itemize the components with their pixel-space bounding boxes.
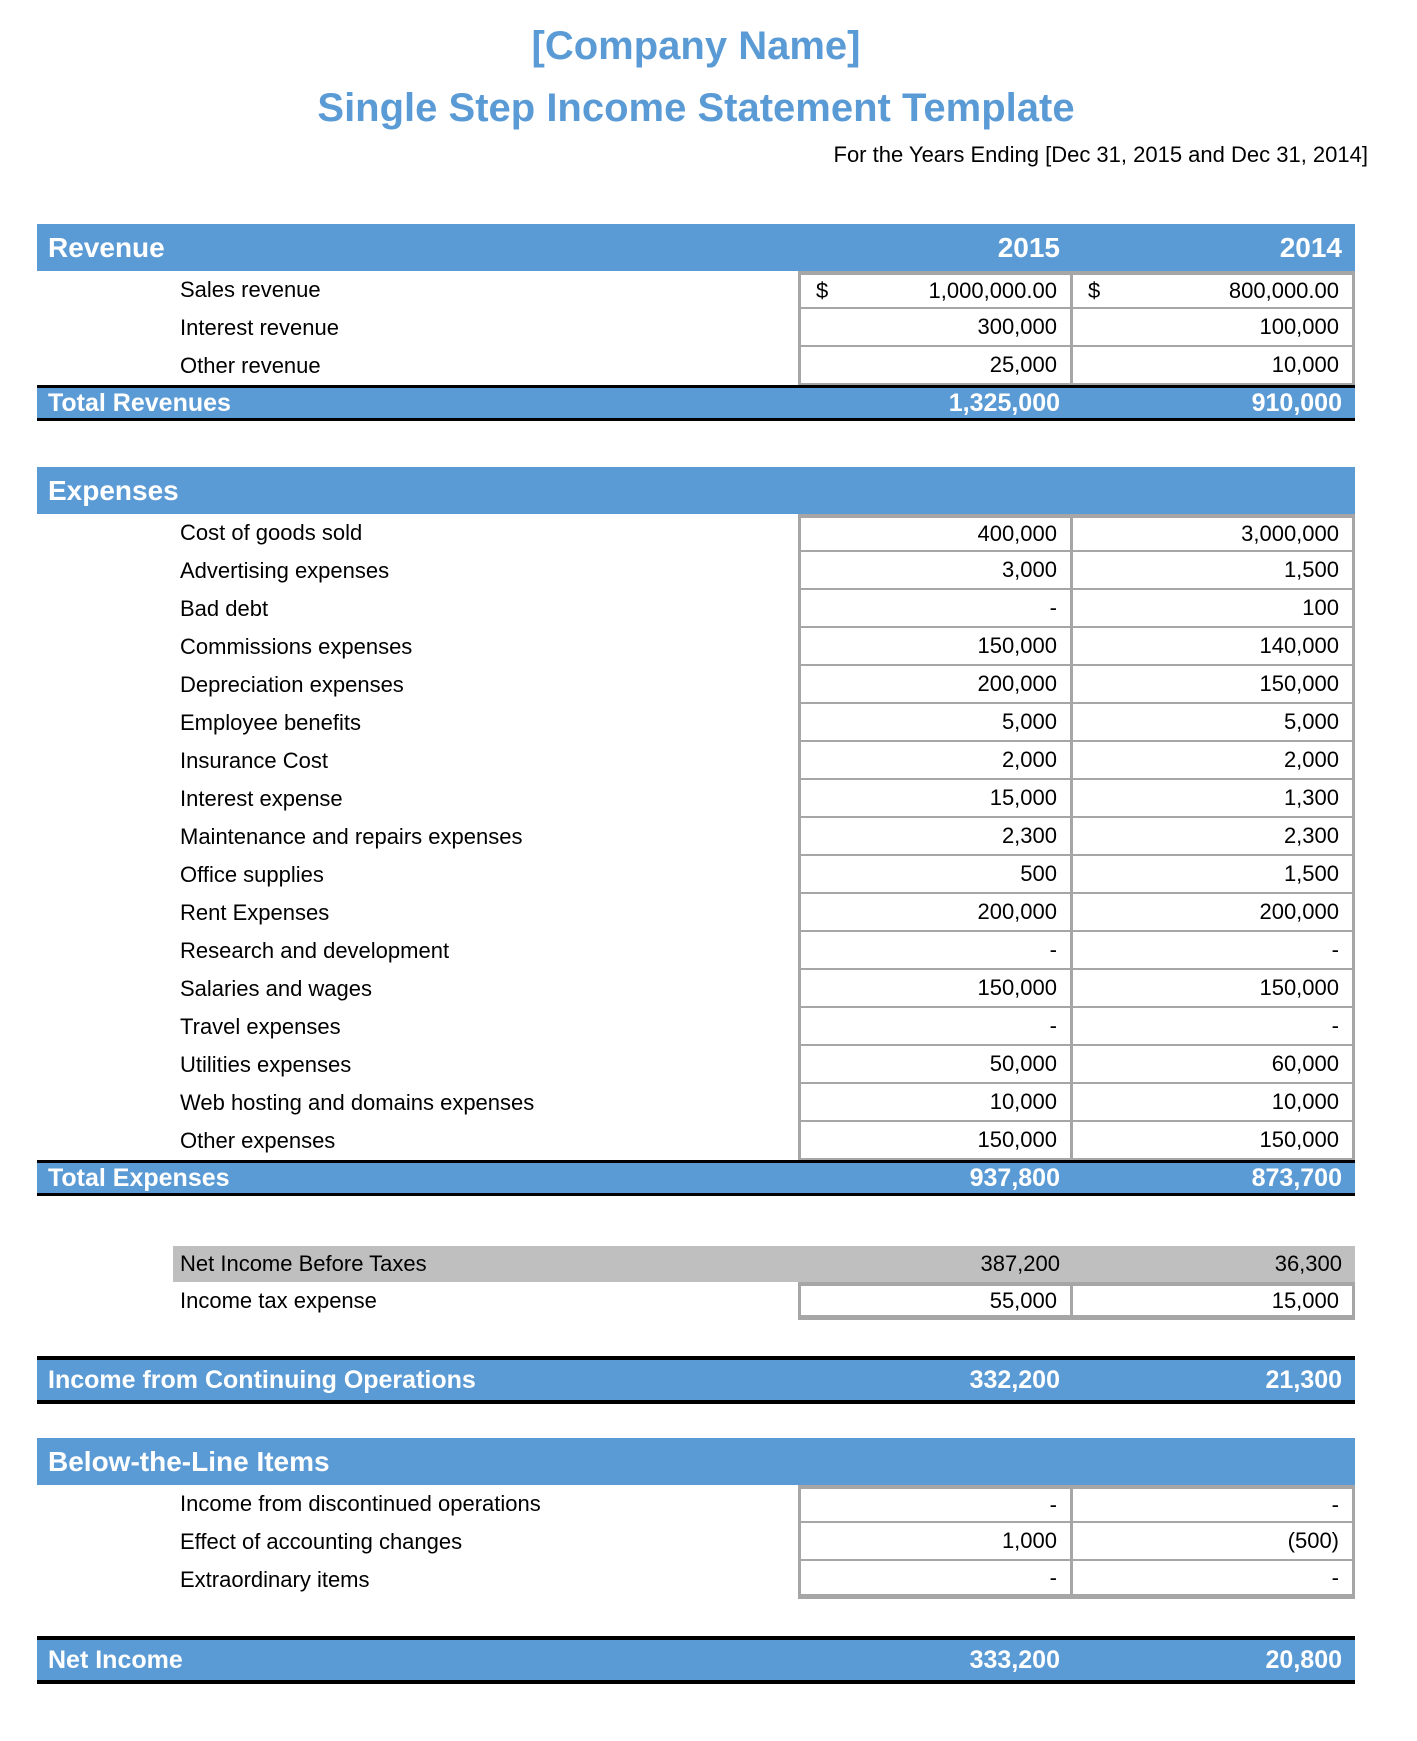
expense-rows bbox=[37, 514, 1355, 1160]
value-cell-2015[interactable] bbox=[798, 590, 1073, 628]
cell-value-2015: - bbox=[1049, 595, 1057, 620]
cell-value-2014: 800,000.00 bbox=[1228, 278, 1339, 303]
net-income-bar bbox=[37, 1636, 1355, 1684]
cell-value-2014: 2,000 bbox=[1283, 747, 1339, 772]
cell-value-2014: 15,000 bbox=[1271, 1287, 1339, 1313]
value-cell-2015[interactable] bbox=[798, 309, 1073, 347]
cell-value-2015: 10,000 bbox=[989, 1089, 1057, 1114]
line-item-row bbox=[37, 1485, 1355, 1523]
cell-value-2014: 150,000 bbox=[1259, 975, 1339, 1000]
cell-value-2014: 5,000 bbox=[1283, 709, 1339, 734]
line-item-row bbox=[37, 818, 1355, 856]
income-from-continuing-operations-label: Income from Continuing Operations bbox=[48, 1365, 476, 1394]
value-cell-2015[interactable] bbox=[798, 780, 1073, 818]
cell-value-2015: 300,000 bbox=[977, 314, 1057, 339]
cell-value-2015: - bbox=[1049, 937, 1057, 962]
net-income-before-taxes-row bbox=[173, 1246, 1355, 1282]
line-item-row bbox=[37, 1122, 1355, 1160]
line-item-label: Research and development bbox=[37, 932, 798, 970]
income-statement-document bbox=[37, 0, 1368, 1684]
value-cell-2015[interactable] bbox=[798, 628, 1073, 666]
value-cell-2015[interactable] bbox=[798, 666, 1073, 704]
total-expenses-2014: 873,700 bbox=[1251, 1163, 1342, 1192]
line-item-label: Other revenue bbox=[37, 347, 798, 385]
total-revenues-bar bbox=[37, 385, 1355, 421]
line-item-row bbox=[37, 970, 1355, 1008]
cell-value-2015: - bbox=[1049, 1564, 1057, 1590]
value-cell-2015[interactable] bbox=[798, 818, 1073, 856]
line-item-row bbox=[37, 894, 1355, 932]
line-item-label: Income from discontinued operations bbox=[37, 1485, 798, 1523]
value-cell-2014[interactable] bbox=[1073, 1122, 1355, 1160]
line-item-row bbox=[37, 309, 1355, 347]
net-income-before-taxes-label: Net Income Before Taxes bbox=[180, 1251, 427, 1276]
cell-value-2015: 2,300 bbox=[1001, 823, 1057, 848]
cell-value-2014: 60,000 bbox=[1271, 1051, 1339, 1076]
cell-value-2015: 150,000 bbox=[977, 975, 1057, 1000]
income-from-continuing-operations-2014: 21,300 bbox=[1265, 1365, 1342, 1394]
expenses-header-label: Expenses bbox=[48, 474, 179, 506]
value-cell-2014[interactable] bbox=[1073, 1561, 1355, 1599]
year-2014-column-header: 2014 bbox=[1279, 231, 1342, 263]
below-the-line-header-label: Below-the-Line Items bbox=[48, 1445, 330, 1477]
line-item-label: Effect of accounting changes bbox=[37, 1523, 798, 1561]
cell-value-2014: 10,000 bbox=[1271, 352, 1339, 377]
value-cell-2014[interactable] bbox=[1073, 1008, 1355, 1046]
value-cell-2015[interactable] bbox=[798, 552, 1073, 590]
value-cell-2014[interactable] bbox=[1073, 856, 1355, 894]
value-cell-2014[interactable] bbox=[1073, 552, 1355, 590]
value-cell-2014[interactable] bbox=[1073, 1485, 1355, 1523]
currency-symbol: $ bbox=[1088, 278, 1101, 303]
value-cell-2015[interactable] bbox=[798, 1561, 1073, 1599]
cell-value-2015: 150,000 bbox=[977, 633, 1057, 658]
line-item-row bbox=[37, 590, 1355, 628]
cell-value-2014: 200,000 bbox=[1259, 899, 1339, 924]
net-income-label: Net Income bbox=[48, 1645, 183, 1674]
value-cell-2014[interactable] bbox=[1073, 970, 1355, 1008]
line-item-row bbox=[37, 932, 1355, 970]
below-the-line-section-header bbox=[37, 1438, 1355, 1485]
line-item-row bbox=[37, 780, 1355, 818]
cell-value-2014: 1,500 bbox=[1283, 861, 1339, 886]
line-item-label: Interest revenue bbox=[37, 309, 798, 347]
net-income-before-taxes-2015: 387,200 bbox=[980, 1251, 1060, 1276]
cell-value-2014: - bbox=[1331, 1564, 1339, 1590]
line-item-row bbox=[37, 1084, 1355, 1122]
cell-value-2015: 55,000 bbox=[989, 1287, 1057, 1313]
expenses-section-header bbox=[37, 467, 1355, 514]
value-cell-2014[interactable] bbox=[1073, 666, 1355, 704]
total-expenses-label: Total Expenses bbox=[48, 1163, 230, 1192]
line-item-label: Salaries and wages bbox=[37, 970, 798, 1008]
cell-value-2015: 3,000 bbox=[1001, 557, 1057, 582]
cell-value-2014: - bbox=[1331, 937, 1339, 962]
line-item-label: Income tax expense bbox=[37, 1282, 798, 1320]
value-cell-2015[interactable] bbox=[798, 704, 1073, 742]
income-from-continuing-operations-bar bbox=[37, 1356, 1355, 1404]
revenue-rows bbox=[37, 271, 1355, 385]
line-item-row bbox=[37, 347, 1355, 385]
value-cell-2014[interactable] bbox=[1073, 628, 1355, 666]
value-cell-2015[interactable] bbox=[798, 1485, 1073, 1523]
cell-value-2014: (500) bbox=[1287, 1528, 1339, 1553]
cell-value-2014: 140,000 bbox=[1259, 633, 1339, 658]
line-item-row bbox=[37, 271, 1355, 309]
line-item-label: Utilities expenses bbox=[37, 1046, 798, 1084]
line-item-row bbox=[37, 1523, 1355, 1561]
cell-value-2015: - bbox=[1049, 1013, 1057, 1038]
company-name: [Company Name] bbox=[531, 24, 861, 68]
cell-value-2015: 200,000 bbox=[977, 671, 1057, 696]
line-item-label: Interest expense bbox=[37, 780, 798, 818]
value-cell-2015[interactable] bbox=[798, 514, 1073, 552]
line-item-row bbox=[37, 1008, 1355, 1046]
line-item-row bbox=[37, 552, 1355, 590]
cell-value-2014: 100,000 bbox=[1259, 314, 1339, 339]
value-cell-2014[interactable] bbox=[1073, 742, 1355, 780]
currency-symbol: $ bbox=[816, 278, 829, 303]
line-item-label: Cost of goods sold bbox=[37, 514, 798, 552]
period-line: For the Years Ending [Dec 31, 2015 and Dec 31, 2014] bbox=[833, 142, 1368, 167]
value-cell-2015[interactable] bbox=[798, 1523, 1073, 1561]
total-revenues-2015: 1,325,000 bbox=[948, 388, 1060, 417]
cell-value-2014: 3,000,000 bbox=[1241, 521, 1339, 546]
cell-value-2015: 500 bbox=[1020, 861, 1057, 886]
total-revenues-label: Total Revenues bbox=[48, 388, 231, 417]
cell-value-2014: 150,000 bbox=[1259, 671, 1339, 696]
value-cell-2014[interactable] bbox=[1073, 1084, 1355, 1122]
value-cell-2014[interactable] bbox=[1073, 894, 1355, 932]
income-from-continuing-operations-2015: 332,200 bbox=[969, 1365, 1060, 1394]
cell-value-2015: 400,000 bbox=[977, 521, 1057, 546]
value-cell-2014[interactable] bbox=[1073, 1523, 1355, 1561]
value-cell-2014[interactable] bbox=[1073, 514, 1355, 552]
line-item-label: Bad debt bbox=[37, 590, 798, 628]
value-cell-2015[interactable] bbox=[798, 1084, 1073, 1122]
value-cell-2015[interactable] bbox=[798, 1282, 1073, 1320]
line-item-label: Commissions expenses bbox=[37, 628, 798, 666]
below-the-line-rows bbox=[37, 1485, 1355, 1599]
cell-value-2015: 1,000 bbox=[1001, 1528, 1057, 1553]
line-item-row bbox=[37, 628, 1355, 666]
line-item-label: Depreciation expenses bbox=[37, 666, 798, 704]
cell-value-2014: - bbox=[1331, 1013, 1339, 1038]
total-expenses-bar bbox=[37, 1160, 1355, 1196]
cell-value-2015: 25,000 bbox=[989, 352, 1057, 377]
line-item-label: Travel expenses bbox=[37, 1008, 798, 1046]
value-cell-2015[interactable] bbox=[798, 932, 1073, 970]
cell-value-2015: - bbox=[1049, 1492, 1057, 1517]
line-item-row bbox=[37, 704, 1355, 742]
value-cell-2015[interactable] bbox=[798, 970, 1073, 1008]
cell-value-2014: 1,500 bbox=[1283, 557, 1339, 582]
net-income-before-taxes-2014: 36,300 bbox=[1274, 1251, 1342, 1276]
line-item-label: Advertising expenses bbox=[37, 552, 798, 590]
value-cell-2014[interactable] bbox=[1073, 818, 1355, 856]
value-cell-2014[interactable] bbox=[1073, 932, 1355, 970]
line-item-row bbox=[37, 514, 1355, 552]
value-cell-2014[interactable] bbox=[1073, 704, 1355, 742]
cell-value-2014: 100 bbox=[1302, 595, 1339, 620]
value-cell-2014[interactable] bbox=[1073, 590, 1355, 628]
cell-value-2015: 200,000 bbox=[977, 899, 1057, 924]
value-cell-2014[interactable] bbox=[1073, 309, 1355, 347]
value-cell-2014[interactable] bbox=[1073, 780, 1355, 818]
line-item-label: Web hosting and domains expenses bbox=[37, 1084, 798, 1122]
cell-value-2014: 150,000 bbox=[1259, 1127, 1339, 1152]
value-cell-2015[interactable] bbox=[798, 1122, 1073, 1160]
revenue-section-header bbox=[37, 224, 1355, 271]
total-expenses-2015: 937,800 bbox=[969, 1163, 1060, 1192]
line-item-row bbox=[37, 856, 1355, 894]
line-item-label: Extraordinary items bbox=[37, 1561, 798, 1599]
cell-value-2014: 2,300 bbox=[1283, 823, 1339, 848]
line-item-row bbox=[37, 1561, 1355, 1599]
cell-value-2015: 1,000,000.00 bbox=[928, 278, 1057, 303]
line-item-row bbox=[37, 1046, 1355, 1084]
line-item-row bbox=[37, 742, 1355, 780]
total-revenues-2014: 910,000 bbox=[1251, 388, 1342, 417]
value-cell-2014[interactable] bbox=[1073, 1282, 1355, 1320]
value-cell-2015[interactable] bbox=[798, 894, 1073, 932]
cell-value-2014: 1,300 bbox=[1283, 785, 1339, 810]
value-cell-2015[interactable] bbox=[798, 347, 1073, 385]
value-cell-2015[interactable] bbox=[798, 1046, 1073, 1084]
cell-value-2015: 2,000 bbox=[1001, 747, 1057, 772]
value-cell-2015[interactable] bbox=[798, 271, 1073, 309]
value-cell-2015[interactable] bbox=[798, 856, 1073, 894]
line-item-label: Employee benefits bbox=[37, 704, 798, 742]
cell-value-2015: 150,000 bbox=[977, 1127, 1057, 1152]
line-item-label: Sales revenue bbox=[37, 271, 798, 309]
line-item-label: Office supplies bbox=[37, 856, 798, 894]
cell-value-2015: 50,000 bbox=[989, 1051, 1057, 1076]
line-item-label: Other expenses bbox=[37, 1122, 798, 1160]
value-cell-2014[interactable] bbox=[1073, 271, 1355, 309]
cell-value-2015: 15,000 bbox=[989, 785, 1057, 810]
page-title: Single Step Income Statement Template bbox=[317, 86, 1075, 130]
cell-value-2015: 5,000 bbox=[1001, 709, 1057, 734]
value-cell-2014[interactable] bbox=[1073, 1046, 1355, 1084]
net-income-2015: 333,200 bbox=[969, 1645, 1060, 1674]
line-item-row bbox=[37, 666, 1355, 704]
line-item-row bbox=[37, 1282, 1355, 1320]
cell-value-2014: 10,000 bbox=[1271, 1089, 1339, 1114]
line-item-label: Insurance Cost bbox=[37, 742, 798, 780]
income-tax-rows bbox=[37, 1282, 1355, 1320]
value-cell-2014[interactable] bbox=[1073, 347, 1355, 385]
year-2015-column-header: 2015 bbox=[997, 231, 1060, 263]
line-item-label: Maintenance and repairs expenses bbox=[37, 818, 798, 856]
value-cell-2015[interactable] bbox=[798, 1008, 1073, 1046]
value-cell-2015[interactable] bbox=[798, 742, 1073, 780]
cell-value-2014: - bbox=[1331, 1492, 1339, 1517]
net-income-2014: 20,800 bbox=[1265, 1645, 1342, 1674]
line-item-label: Rent Expenses bbox=[37, 894, 798, 932]
revenue-header-label: Revenue bbox=[48, 231, 165, 263]
